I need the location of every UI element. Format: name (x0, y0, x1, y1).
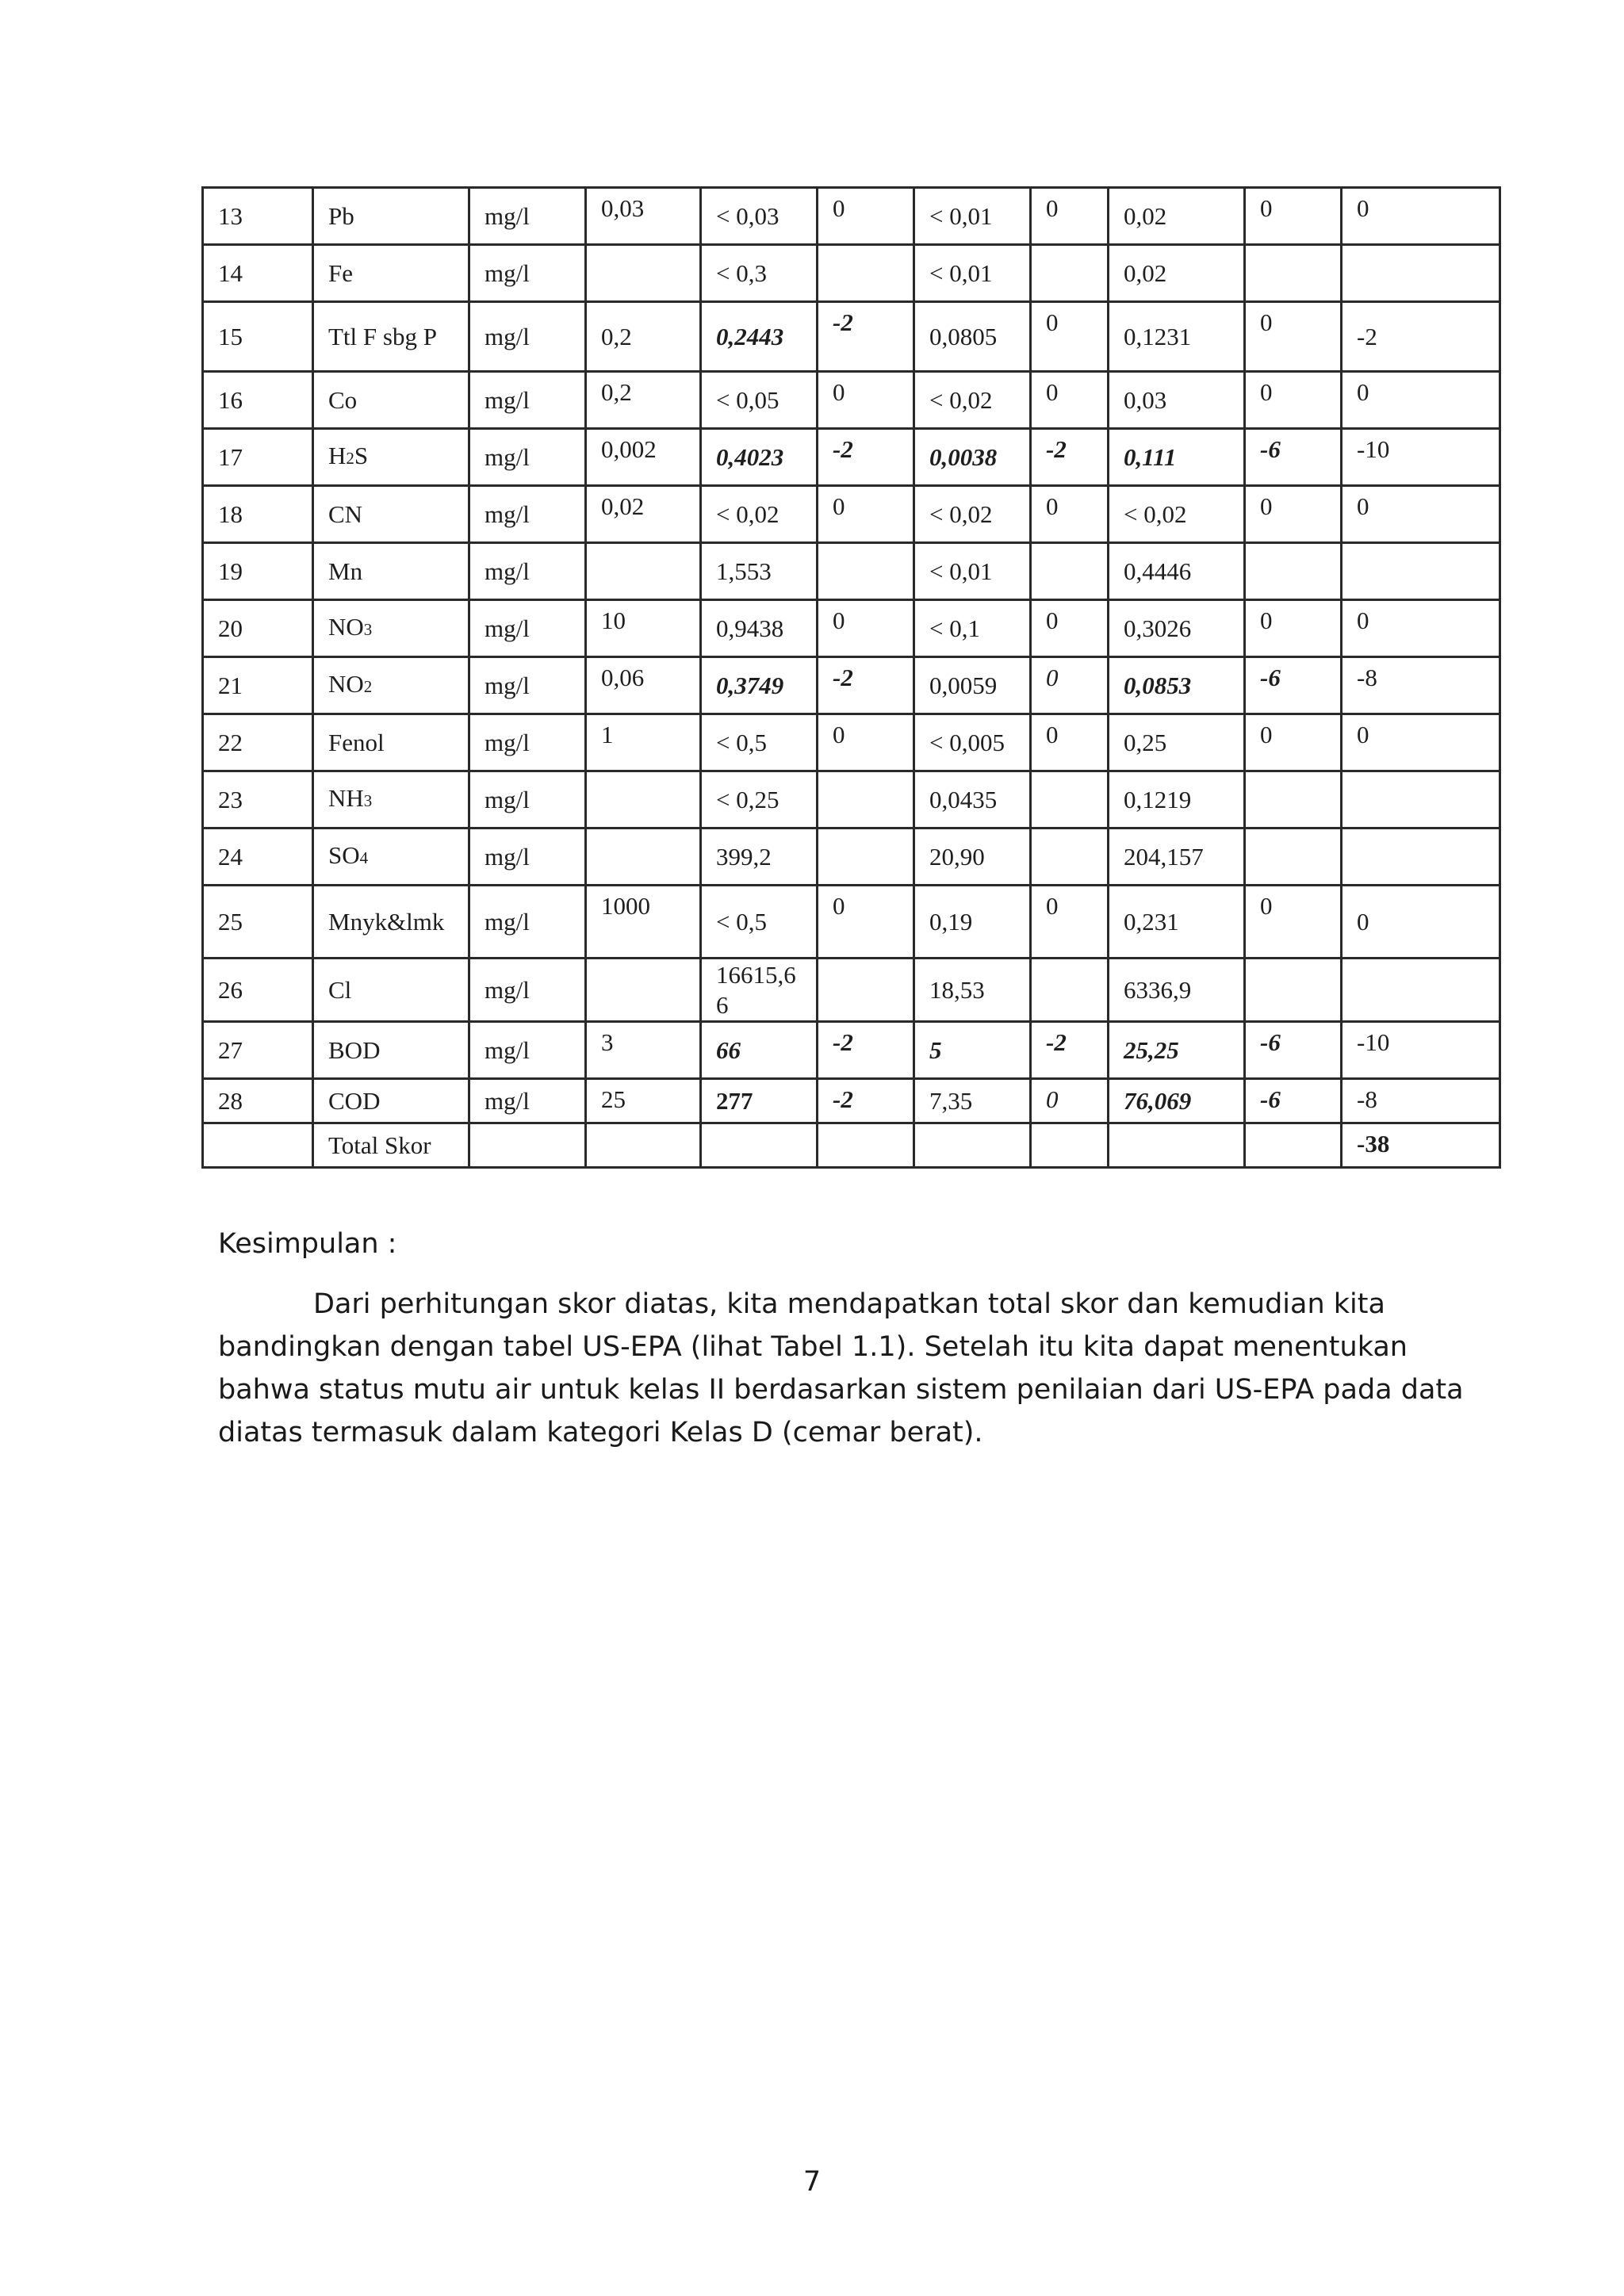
parameter-name: CN (313, 486, 469, 543)
row-number: 26 (203, 959, 313, 1022)
row-number: 25 (203, 886, 313, 959)
value-cell: < 0,25 (701, 771, 818, 828)
unit-cell: mg/l (469, 429, 586, 486)
score-cell: -2 (818, 302, 914, 372)
value-cell: 0,2443 (701, 302, 818, 372)
parameter-name: Co (313, 372, 469, 429)
value-cell: 0,0059 (914, 657, 1031, 714)
unit-cell: mg/l (469, 714, 586, 771)
score-cell: -2 (818, 429, 914, 486)
score-cell: 0 (818, 188, 914, 245)
score-cell (1245, 543, 1342, 600)
score-cell: 0 (1245, 600, 1342, 657)
value-cell: < 0,03 (701, 188, 818, 245)
parameter-name: H2S (313, 429, 469, 486)
value-cell: < 0,1 (914, 600, 1031, 657)
standard-value: 3 (586, 1022, 701, 1079)
value-cell: 7,35 (914, 1079, 1031, 1123)
value-cell: < 0,5 (701, 886, 818, 959)
total-score-cell: 0 (1342, 714, 1500, 771)
value-cell: 76,069 (1109, 1079, 1245, 1123)
standard-value: 25 (586, 1079, 701, 1123)
score-cell: 0 (1245, 372, 1342, 429)
parameter-name: Pb (313, 188, 469, 245)
unit-cell: mg/l (469, 486, 586, 543)
value-cell: 0,02 (1109, 245, 1245, 302)
score-cell: 0 (1031, 372, 1109, 429)
score-cell: -2 (818, 657, 914, 714)
total-label: Total Skor (313, 1123, 469, 1168)
table-row (203, 828, 1500, 886)
value-cell: 0,19 (914, 886, 1031, 959)
total-score-cell (1342, 543, 1500, 600)
unit-cell: mg/l (469, 600, 586, 657)
parameter-name: Fe (313, 245, 469, 302)
value-cell: 0,1219 (1109, 771, 1245, 828)
score-cell (1245, 959, 1342, 1022)
table-row (203, 657, 1500, 714)
score-cell: -6 (1245, 1079, 1342, 1123)
score-cell (1031, 245, 1109, 302)
value-cell: < 0,02 (701, 486, 818, 543)
standard-value: 0,03 (586, 188, 701, 245)
value-cell: 1,553 (701, 543, 818, 600)
parameter-name: Cl (313, 959, 469, 1022)
value-cell: 5 (914, 1022, 1031, 1079)
unit-cell: mg/l (469, 1022, 586, 1079)
value-cell: 25,25 (1109, 1022, 1245, 1079)
total-row (203, 1123, 1500, 1168)
value-cell: < 0,5 (701, 714, 818, 771)
score-cell: -6 (1245, 1022, 1342, 1079)
table-row (203, 771, 1500, 828)
score-cell (1245, 771, 1342, 828)
table-row (203, 372, 1500, 429)
row-number: 27 (203, 1022, 313, 1079)
score-cell: -6 (1245, 429, 1342, 486)
total-score-cell: 0 (1342, 188, 1500, 245)
row-number: 13 (203, 188, 313, 245)
score-cell: 0 (1031, 600, 1109, 657)
score-cell: -6 (1245, 657, 1342, 714)
standard-value: 10 (586, 600, 701, 657)
score-cell: 0 (1245, 486, 1342, 543)
value-cell: 0,25 (1109, 714, 1245, 771)
parameter-name: COD (313, 1079, 469, 1123)
score-cell: 0 (1031, 657, 1109, 714)
standard-value: 0,02 (586, 486, 701, 543)
standard-value (586, 828, 701, 886)
row-number: 23 (203, 771, 313, 828)
table-row (203, 1022, 1500, 1079)
total-score-cell: -8 (1342, 657, 1500, 714)
unit-cell: mg/l (469, 959, 586, 1022)
score-cell (1245, 828, 1342, 886)
unit-cell: mg/l (469, 771, 586, 828)
score-cell: -2 (1031, 1022, 1109, 1079)
unit-cell: mg/l (469, 245, 586, 302)
table-row (203, 1079, 1500, 1123)
score-cell (1245, 245, 1342, 302)
score-cell: 0 (1245, 302, 1342, 372)
score-cell (818, 245, 914, 302)
standard-value (586, 245, 701, 302)
unit-cell: mg/l (469, 1079, 586, 1123)
score-cell: 0 (1031, 486, 1109, 543)
table-row (203, 714, 1500, 771)
score-cell (818, 828, 914, 886)
score-cell: 0 (818, 714, 914, 771)
empty-cell (586, 1123, 701, 1168)
total-score-cell: 0 (1342, 600, 1500, 657)
value-cell: 66 (701, 1022, 818, 1079)
empty-cell (469, 1123, 586, 1168)
standard-value: 0,2 (586, 302, 701, 372)
value-cell: < 0,01 (914, 245, 1031, 302)
unit-cell: mg/l (469, 372, 586, 429)
score-cell: 0 (818, 372, 914, 429)
standard-value (586, 959, 701, 1022)
total-score-cell: 0 (1342, 886, 1500, 959)
value-cell: 0,0038 (914, 429, 1031, 486)
table-row (203, 486, 1500, 543)
standard-value (586, 543, 701, 600)
standard-value: 0,002 (586, 429, 701, 486)
score-cell (1031, 771, 1109, 828)
table-row (203, 188, 1500, 245)
parameter-name: Mn (313, 543, 469, 600)
standard-value (586, 771, 701, 828)
value-cell: 0,0805 (914, 302, 1031, 372)
table-row (203, 600, 1500, 657)
standard-value: 1 (586, 714, 701, 771)
score-cell: 0 (1031, 714, 1109, 771)
row-number: 19 (203, 543, 313, 600)
page-number: 7 (802, 2166, 822, 2198)
total-score-cell: -10 (1342, 1022, 1500, 1079)
standard-value: 0,06 (586, 657, 701, 714)
value-cell: < 0,3 (701, 245, 818, 302)
row-number: 14 (203, 245, 313, 302)
empty-cell (914, 1123, 1031, 1168)
value-cell: 0,3749 (701, 657, 818, 714)
value-cell: < 0,02 (914, 486, 1031, 543)
value-cell: 0,4023 (701, 429, 818, 486)
score-cell: 0 (1031, 1079, 1109, 1123)
conclusion-heading: Kesimpulan : (218, 1228, 397, 1260)
grand-total-score: -38 (1342, 1123, 1500, 1168)
empty-cell (1031, 1123, 1109, 1168)
score-cell: 0 (1031, 302, 1109, 372)
total-score-cell: 0 (1342, 486, 1500, 543)
parameter-name: Fenol (313, 714, 469, 771)
row-number: 28 (203, 1079, 313, 1123)
parameter-name: Mnyk&lmk (313, 886, 469, 959)
value-cell: 399,2 (701, 828, 818, 886)
value-cell: 0,02 (1109, 188, 1245, 245)
row-number: 21 (203, 657, 313, 714)
row-number: 18 (203, 486, 313, 543)
score-cell: 0 (1245, 714, 1342, 771)
table-row (203, 302, 1500, 372)
score-cell: 0 (1245, 188, 1342, 245)
empty-cell (818, 1123, 914, 1168)
score-cell: 0 (1031, 886, 1109, 959)
parameter-name: NO3 (313, 600, 469, 657)
total-score-cell: -8 (1342, 1079, 1500, 1123)
value-cell: 6336,9 (1109, 959, 1245, 1022)
unit-cell: mg/l (469, 657, 586, 714)
total-score-cell (1342, 959, 1500, 1022)
empty-cell (203, 1123, 313, 1168)
score-cell: -2 (1031, 429, 1109, 486)
value-cell: 0,0853 (1109, 657, 1245, 714)
value-cell: 20,90 (914, 828, 1031, 886)
score-cell: -2 (818, 1079, 914, 1123)
value-cell: < 0,02 (1109, 486, 1245, 543)
table-row (203, 886, 1500, 959)
score-cell: 0 (818, 600, 914, 657)
value-cell: 204,157 (1109, 828, 1245, 886)
total-score-cell (1342, 828, 1500, 886)
value-cell: 0,111 (1109, 429, 1245, 486)
score-cell: 0 (1245, 886, 1342, 959)
conclusion-section (218, 1223, 1487, 1454)
parameter-name: Ttl F sbg P (313, 302, 469, 372)
empty-cell (701, 1123, 818, 1168)
unit-cell: mg/l (469, 302, 586, 372)
value-cell: < 0,05 (701, 372, 818, 429)
score-cell (1031, 543, 1109, 600)
value-cell: 277 (701, 1079, 818, 1123)
score-cell (818, 543, 914, 600)
unit-cell: mg/l (469, 543, 586, 600)
table-row (203, 245, 1500, 302)
score-cell (818, 771, 914, 828)
score-cell: 0 (1031, 188, 1109, 245)
value-cell: < 0,02 (914, 372, 1031, 429)
table-row (203, 429, 1500, 486)
value-cell: 0,0435 (914, 771, 1031, 828)
parameter-name: SO4 (313, 828, 469, 886)
score-cell: 0 (818, 886, 914, 959)
row-number: 24 (203, 828, 313, 886)
row-number: 16 (203, 372, 313, 429)
value-cell: 0,4446 (1109, 543, 1245, 600)
conclusion-paragraph: Dari perhitungan skor diatas, kita mendapatkan total skor dan kemudian kita bandingkan dengan tabel US-EPA (lihat Tabel 1.1). Setelah itu kita dapat menentukan bahwa status mutu air untuk kelas II berdasarkan sistem penilaian dari US-EPA pada data diatas termasuk dalam kategori Kelas D (cemar berat). (218, 1288, 1464, 1448)
value-cell: 16615,66 (701, 959, 818, 1022)
score-cell (1031, 959, 1109, 1022)
parameter-name: NO2 (313, 657, 469, 714)
water-quality-score-table (201, 186, 1501, 1169)
value-cell: < 0,01 (914, 543, 1031, 600)
value-cell: < 0,01 (914, 188, 1031, 245)
value-cell: 0,9438 (701, 600, 818, 657)
total-score-cell: -10 (1342, 429, 1500, 486)
unit-cell: mg/l (469, 828, 586, 886)
standard-value: 1000 (586, 886, 701, 959)
value-cell: 0,03 (1109, 372, 1245, 429)
score-cell: 0 (818, 486, 914, 543)
total-score-cell: -2 (1342, 302, 1500, 372)
row-number: 15 (203, 302, 313, 372)
row-number: 22 (203, 714, 313, 771)
table-row (203, 959, 1500, 1022)
value-cell: 0,3026 (1109, 600, 1245, 657)
empty-cell (1245, 1123, 1342, 1168)
parameter-name: BOD (313, 1022, 469, 1079)
standard-value: 0,2 (586, 372, 701, 429)
empty-cell (1109, 1123, 1245, 1168)
total-score-cell: 0 (1342, 372, 1500, 429)
value-cell: 0,1231 (1109, 302, 1245, 372)
table-row (203, 543, 1500, 600)
value-cell: 0,231 (1109, 886, 1245, 959)
unit-cell: mg/l (469, 188, 586, 245)
value-cell: < 0,005 (914, 714, 1031, 771)
total-score-cell (1342, 771, 1500, 828)
score-cell: -2 (818, 1022, 914, 1079)
row-number: 20 (203, 600, 313, 657)
parameter-name: NH3 (313, 771, 469, 828)
unit-cell: mg/l (469, 886, 586, 959)
score-cell (818, 959, 914, 1022)
row-number: 17 (203, 429, 313, 486)
score-cell (1031, 828, 1109, 886)
value-cell: 18,53 (914, 959, 1031, 1022)
total-score-cell (1342, 245, 1500, 302)
